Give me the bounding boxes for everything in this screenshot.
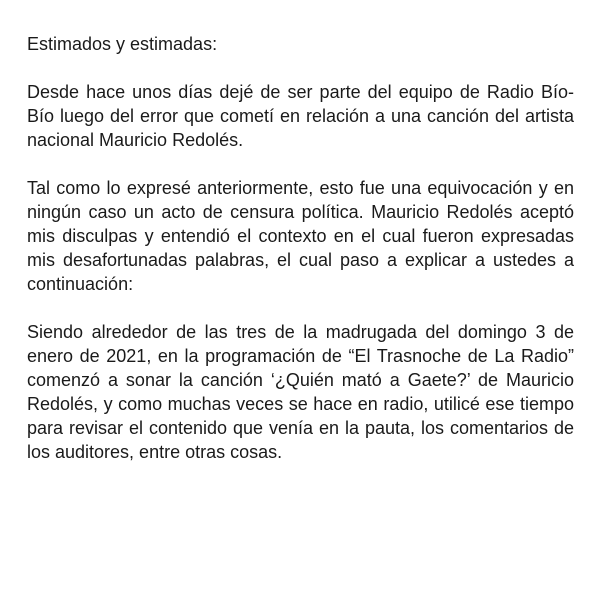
letter-paragraph-3: Siendo alrededor de las tres de la madrugada del domingo 3 de enero de 2021, en la programación de “El Trasnoche de La Radio” comenzó a sonar la canción ‘¿Quién mató a Gaete?’ de Mauricio Redolés, y como muchas veces se hace en radio, utilicé ese tiempo para revisar el contenido que venía en la pauta, los comentarios de los auditores, entre otras cosas. xyxy=(27,322,574,462)
letter-body xyxy=(27,32,574,464)
letter-paragraph-1: Desde hace unos días dejé de ser parte del equipo de Radio Bío-Bío luego del error que cometí en relación a una canción del artista nacional Mauricio Redolés. xyxy=(27,82,574,150)
letter-paragraph-2: Tal como lo expresé anteriormente, esto fue una equivocación y en ningún caso un acto de censura política. Mauricio Redolés aceptó mis disculpas y entendió el contexto en el cual fueron expresadas mis desafortunadas palabras, el cual paso a explicar a ustedes a continuación: xyxy=(27,178,574,294)
letter-greeting: Estimados y estimadas: xyxy=(27,34,218,54)
